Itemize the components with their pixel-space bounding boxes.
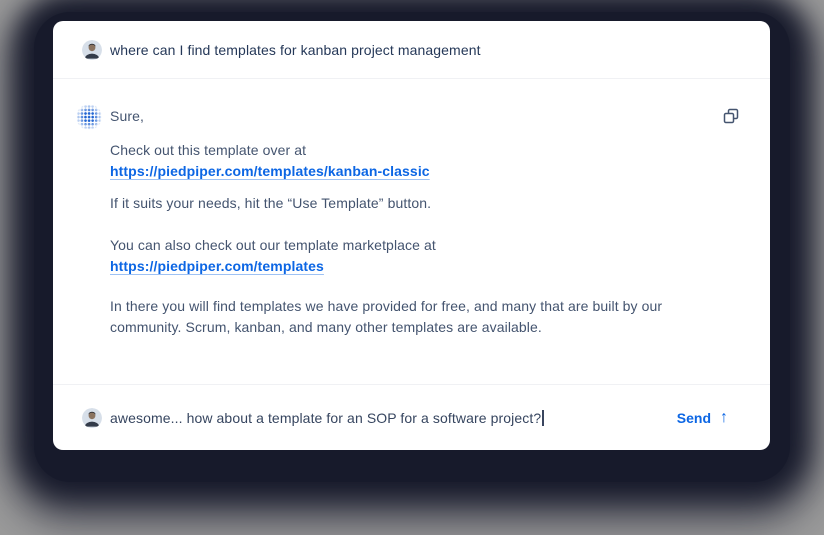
assistant-greeting: Sure, [110, 108, 144, 124]
assistant-avatar-icon [76, 104, 102, 130]
composer-row [53, 384, 770, 450]
assistant-paragraph-community-line1: In there you will find templates we have provided for free, and many that are built by our [110, 298, 663, 314]
send-button[interactable] [677, 410, 728, 426]
chat-card [53, 21, 770, 450]
user-message-text: where can I find templates for kanban project management [110, 41, 481, 58]
assistant-paragraph-marketplace: You can also check out our template marketplace at [110, 237, 436, 253]
assistant-paragraph-intro: Check out this template over at [110, 142, 307, 158]
assistant-message-content [110, 106, 702, 338]
message-input[interactable] [110, 410, 669, 426]
send-button-label: Send [676, 409, 711, 426]
copy-button[interactable] [721, 106, 741, 126]
assistant-message-row [53, 80, 770, 384]
arrow-up-icon: ↑ [720, 408, 728, 426]
assistant-paragraph-community-line2: community. Scrum, kanban, and many other templates are available. [110, 319, 542, 335]
copy-icon [722, 107, 740, 125]
link-kanban-template[interactable]: https://piedpiper.com/templates/kanban-classic [110, 163, 430, 179]
user-message-row [53, 21, 770, 79]
user-avatar [82, 40, 102, 60]
message-input-value: awesome... how about a template for an SOP for a software project? [110, 409, 542, 426]
link-template-marketplace[interactable]: https://piedpiper.com/templates [110, 258, 324, 274]
assistant-paragraph-use-template: If it suits your needs, hit the “Use Template” button. [110, 195, 432, 211]
composer-user-avatar [82, 408, 102, 428]
text-caret [542, 410, 544, 426]
